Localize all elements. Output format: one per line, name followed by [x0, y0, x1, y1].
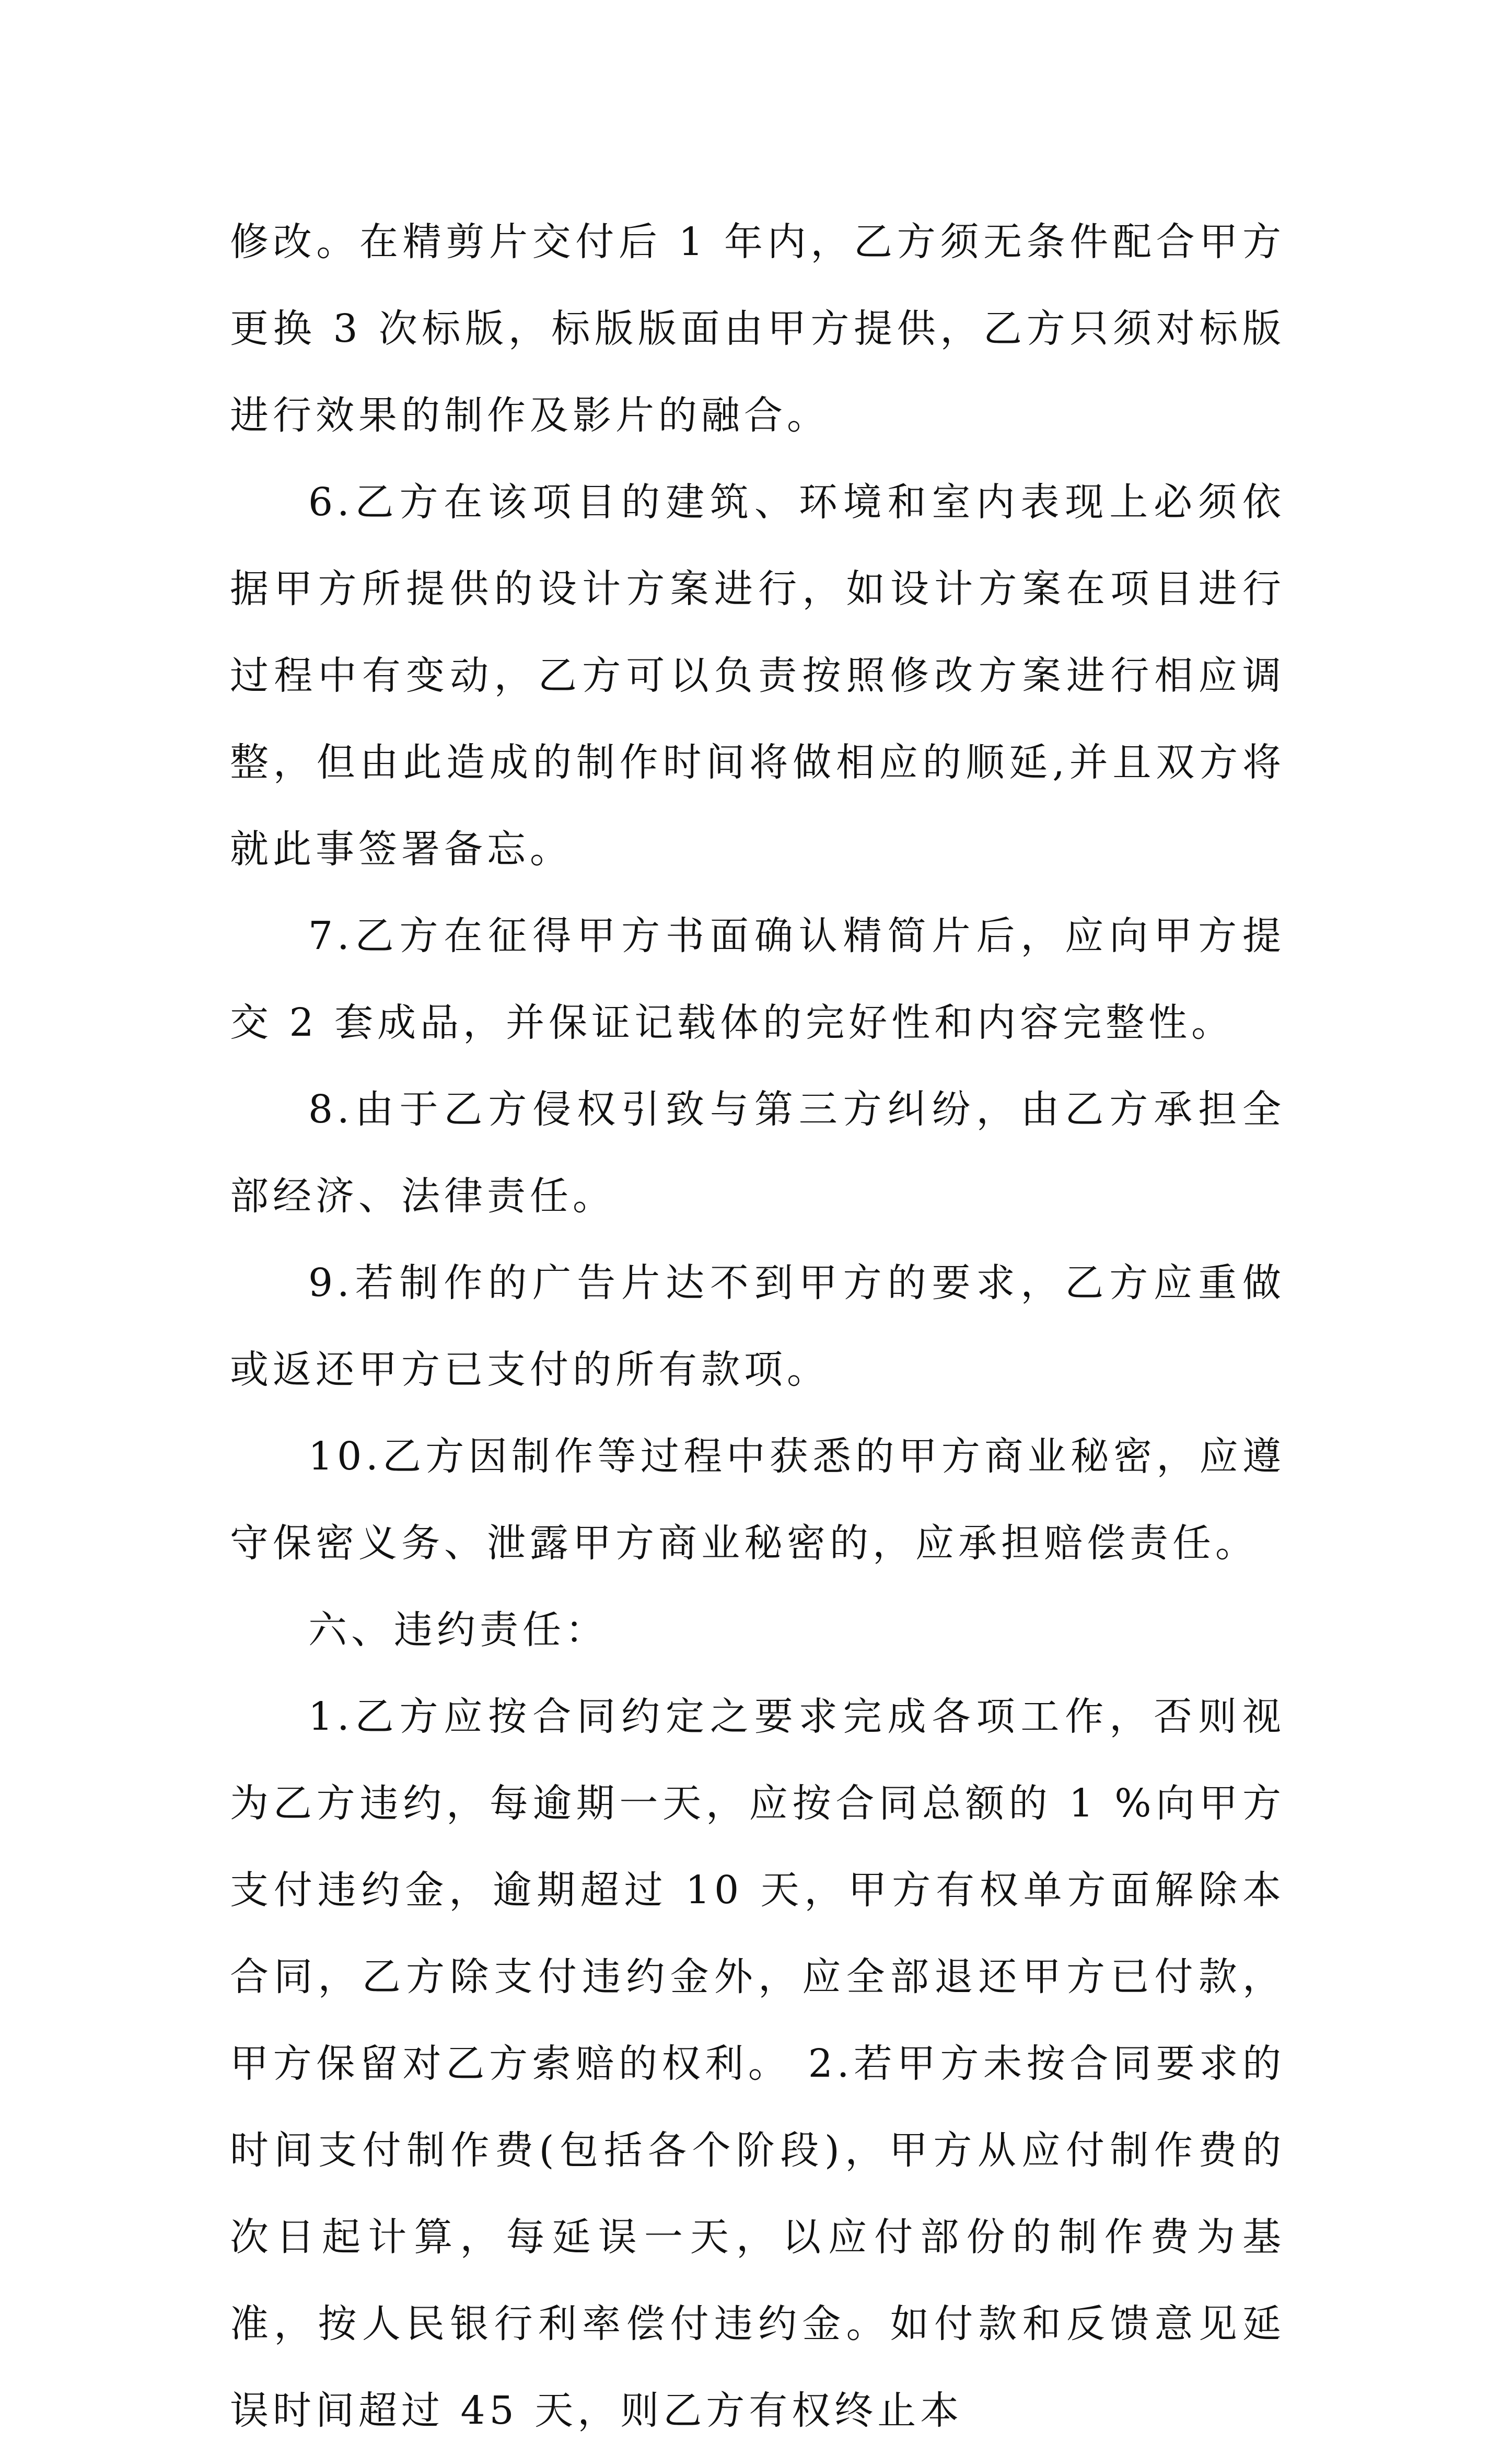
- paragraph-continuation: 修改。在精剪片交付后 1 年内，乙方须无条件配合甲方更换 3 次标版，标版版面由甲方提供，乙方只须对标版进行效果的制作及影片的融合。: [230, 219, 1285, 438]
- document-body: [230, 199, 1285, 2454]
- paragraph-clause-9: 9.若制作的广告片达不到甲方的要求，乙方应重做或返还甲方已支付的所有款项。: [230, 1260, 1285, 1392]
- paragraph-clause-6: 6.乙方在该项目的建筑、环境和室内表现上必须依据甲方所提供的设计方案进行，如设计方案在项目进行过程中有变动，乙方可以负责按照修改方案进行相应调整，但由此造成的制作时间将做相应的顺延,并且双方将就此事签署备忘。: [230, 480, 1285, 872]
- paragraph-clause-8: 8.由于乙方侵权引致与第三方纠纷，由乙方承担全部经济、法律责任。: [230, 1087, 1285, 1219]
- paragraph-liability-clauses: 1.乙方应按合同约定之要求完成各项工作，否则视为乙方违约，每逾期一天，应按合同总额的 1 %向甲方支付违约金，逾期超过 10 天，甲方有权单方面解除本合同，乙方除支付违约金外，应全部退还甲方已付款，甲方保留对乙方索赔的权利。 2.若甲方未按合同要求的时间支付制作费(包括各个阶段)，甲方从应付制作费的次日起计算，每延误一天，以应付部份的制作费为基准，按人民银行利率偿付违约金。如付款和反馈意见延误时间超过 45 天，则乙方有权终止本: [230, 1694, 1285, 2433]
- paragraph-clause-7: 7.乙方在征得甲方书面确认精简片后，应向甲方提交 2 套成品，并保证记载体的完好性和内容完整性。: [230, 913, 1285, 1045]
- section-heading-liability: 六、违约责任：: [308, 1607, 608, 1652]
- paragraph-clause-10: 10.乙方因制作等过程中获悉的甲方商业秘密，应遵守保密义务、泄露甲方商业秘密的，应承担赔偿责任。: [230, 1434, 1285, 1566]
